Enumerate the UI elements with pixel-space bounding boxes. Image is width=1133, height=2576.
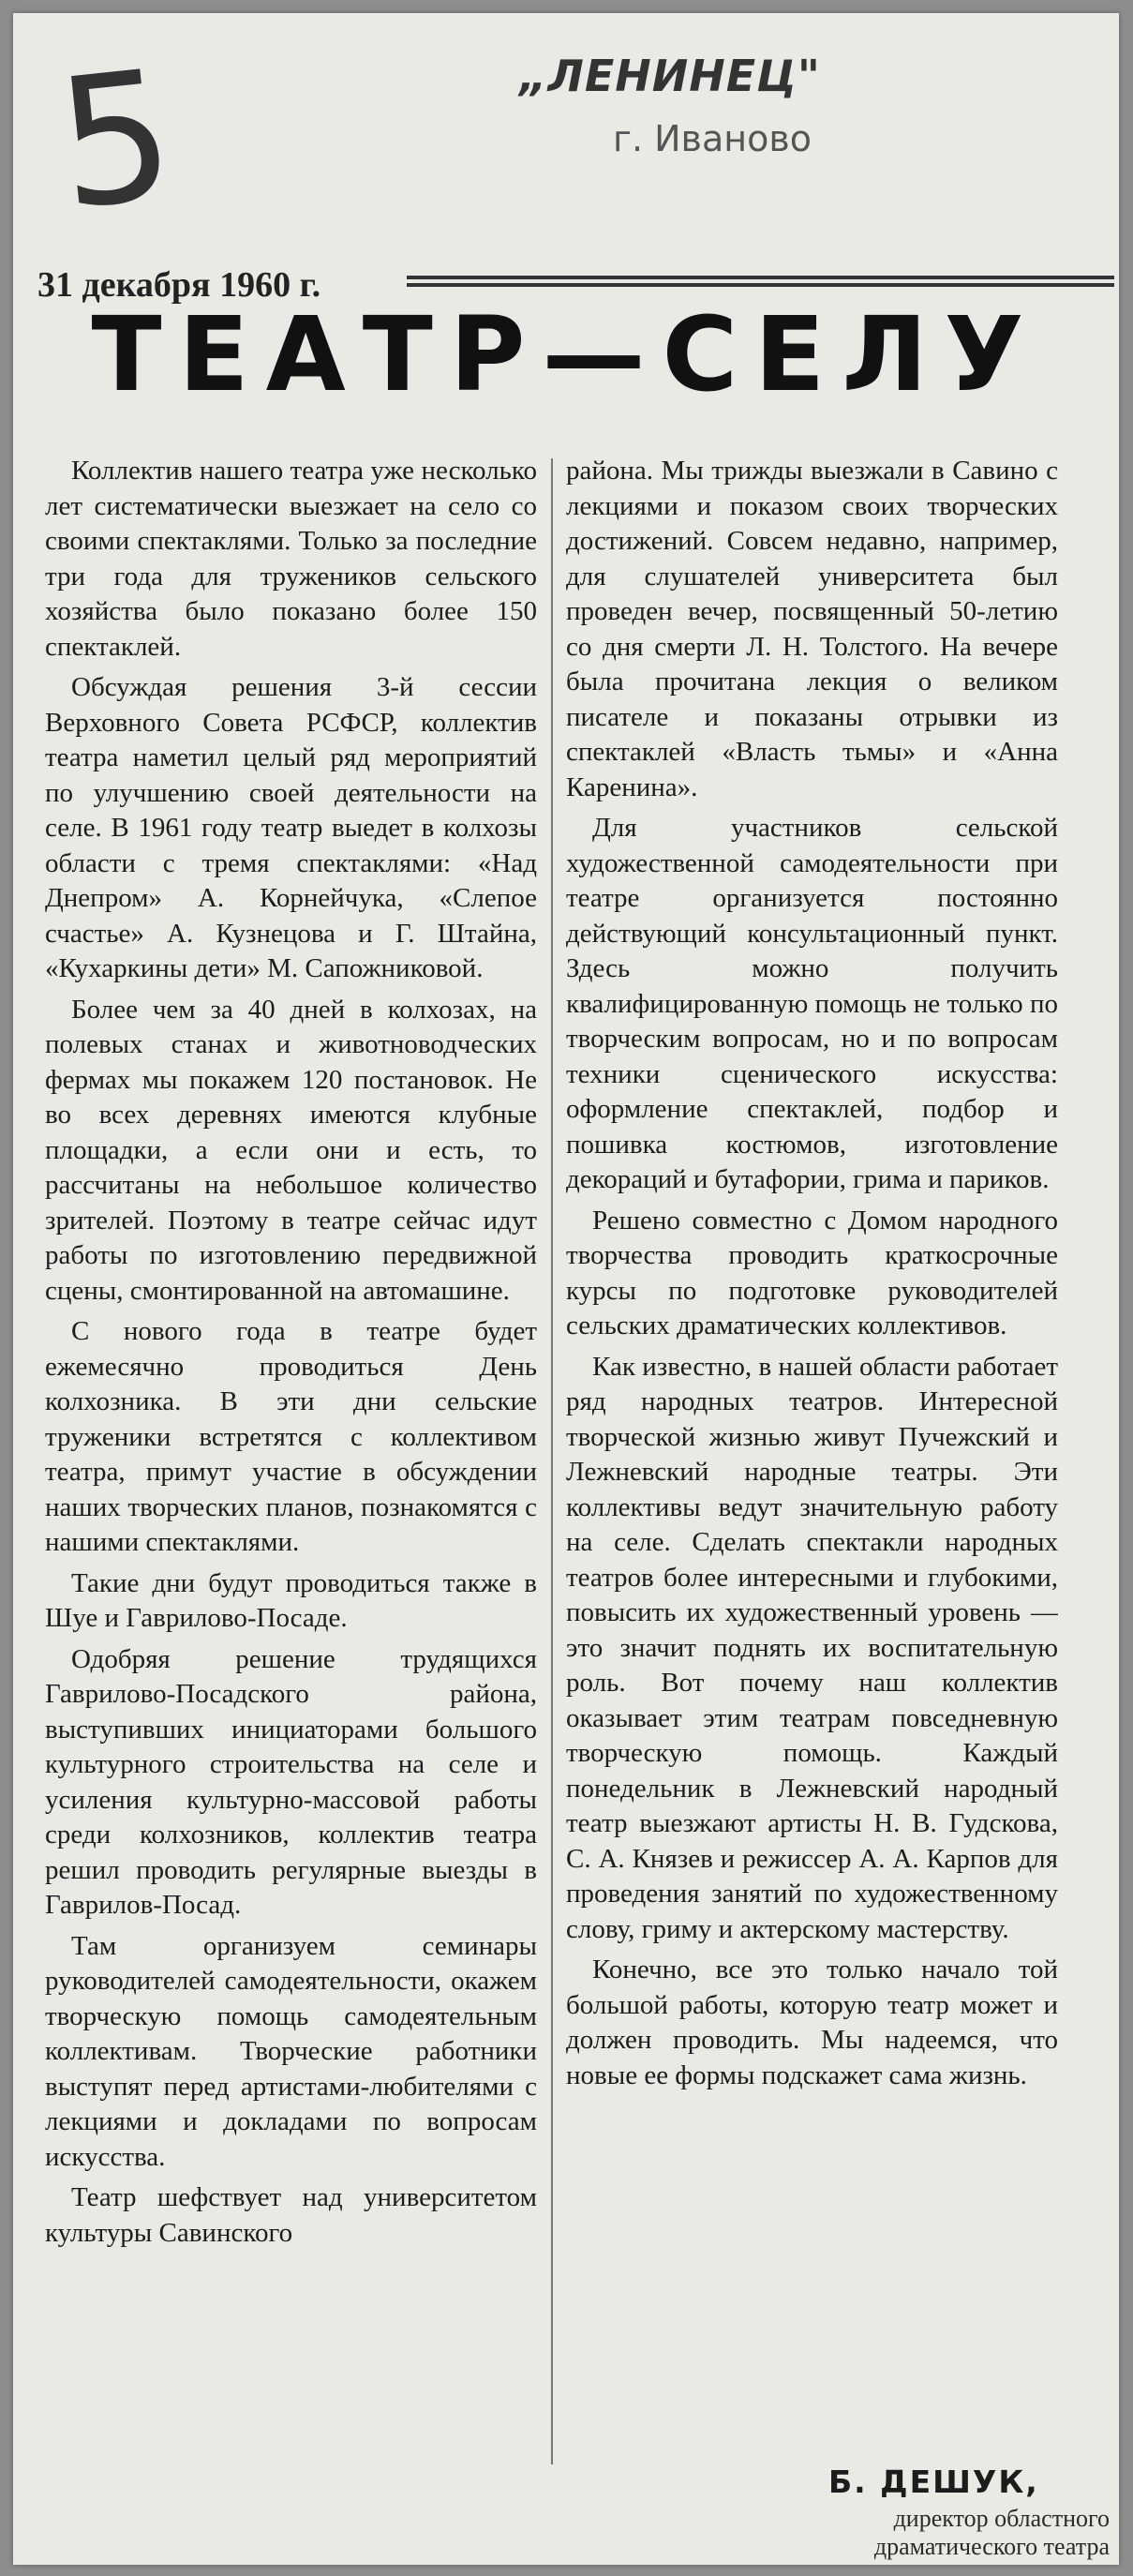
newspaper-clipping xyxy=(13,13,1119,2565)
date-rule-divider xyxy=(407,276,1114,287)
paragraph: Коллектив нашего театра уже несколько лет систематически выезжает на село со своими спектаклями. Только за последние три года для тружеников сельского хозяйства было показано более 150 спектаклей. xyxy=(45,456,537,662)
article-headline: ТЕАТР—СЕЛУ xyxy=(91,294,1041,414)
paragraph-continuation: района. Мы трижды выезжали в Савино с лекциями и показом своих творческих достижений. Совсем недавно, например, для слушателей университета был проведен вечер, посвященный 50-летию со дня смерти Л. Н. Толстого. На вечере была прочитана лекция о великом писателе и показаны отрывки из спектаклей «Власть тьмы» и «Анна Каренина». xyxy=(566,456,1058,802)
article-column-left xyxy=(45,454,537,2441)
article-column-right xyxy=(566,454,1058,2441)
masthead-newspaper-name: „ЛЕНИНЕЦ" xyxy=(519,51,821,101)
paragraph: Театр шефствует над университетом культуры Савинского xyxy=(45,2182,537,2248)
author-name: Б. ДЕШУК, xyxy=(828,2464,1039,2500)
paragraph: С нового года в театре будет ежемесячно проводиться День колхозника. В эти дни сельские труженики встретятся с коллективом театра, примут участие в обсуждении наших творческих планов, познакомятся с нашими спектаклями. xyxy=(45,1316,537,1557)
paragraph: Решено совместно с Домом народного творчества проводить краткосрочные курсы по подготовке руководителей сельских драматических коллективов. xyxy=(566,1205,1058,1340)
masthead-city: г. Иваново xyxy=(613,118,812,159)
paragraph: Такие дни будут проводиться также в Шуе и Гаврилово-Посаде. xyxy=(45,1567,537,1633)
paragraph: Для участников сельской художественной самодеятельности при театре организуется постоянно действующий консультационный пункт. Здесь можно получить квалифицированную помощь не только по творческим вопросам, но и по вопросам техники сценического искусства: оформление спектаклей, подбор и пошивка костюмов, изготовление декораций и бутафории, грима и париков. xyxy=(566,813,1058,1194)
paragraph: Обсуждая решения 3-й сессии Верховного Совета РСФСР, коллектив театра наметил целый ряд мероприятий по улучшению своей деятельности на селе. В 1961 году театр выедет в колхозы области с тремя спектаклями: «Над Днепром» А. Корнейчука, «Слепое счастье» А. Кузнецова и Г. Штайна, «Кухаркины дети» М. Сапожниковой. xyxy=(45,672,537,983)
paragraph: Одобряя решение трудящихся Гаврилово-Посадского района, выступивших инициаторами большого культурного строительства на селе и усиления культурно-массовой работы среди колхозников, коллектив театра решил проводить регулярные выезды в Гаврилов-Посад. xyxy=(45,1643,537,1920)
paragraph: Там организуем семинары руководителей самодеятельности, окажем творческую помощь самодеятельным коллективам. Творческие работники выступят перед артистами-любителями с лекциями и докладами по вопросам искусства. xyxy=(45,1930,537,2172)
column-divider xyxy=(551,458,553,2464)
paragraph: Более чем за 40 дней в колхозах, на полевых станах и животноводческих фермах мы покажем 120 постановок. Не во всех деревнях имеются клубные площадки, а если они и есть, то рассчитаны на небольшое количество зрителей. Поэтому в театре сейчас идут работы по изготовлению передвижной сцены, смонтированной на автомашине. xyxy=(45,994,537,1306)
handwritten-page-number: 5 xyxy=(48,31,184,249)
paragraph: Как известно, в нашей области работает ряд народных театров. Интересной творческой жизнью живут Пучежский и Лежневский народные театры. Эти коллективы ведут значительную работу на селе. Сделать спектакли народных театров более интересными и глубокими, повысить их художественный уровень — это значит поднять их воспитательную роль. Вот почему наш коллектив оказывает этим театрам повседневную творческую помощь. Каждый понедельник в Лежневский народный театр выезжают артисты Н. В. Гудскова, С. А. Князев и режиссер А. А. Карпов для проведения занятий по художественному слову, гриму и актерскому мастерству. xyxy=(566,1351,1058,1944)
paragraph: Конечно, все это только начало той большой работы, которую театр может и должен проводить. Мы надеемся, что новые ее формы подскажет сама жизнь. xyxy=(566,1954,1058,2090)
publication-date: 31 декабря 1960 г. xyxy=(37,265,321,305)
author-role: директор областного драматического театра xyxy=(873,2505,1110,2560)
